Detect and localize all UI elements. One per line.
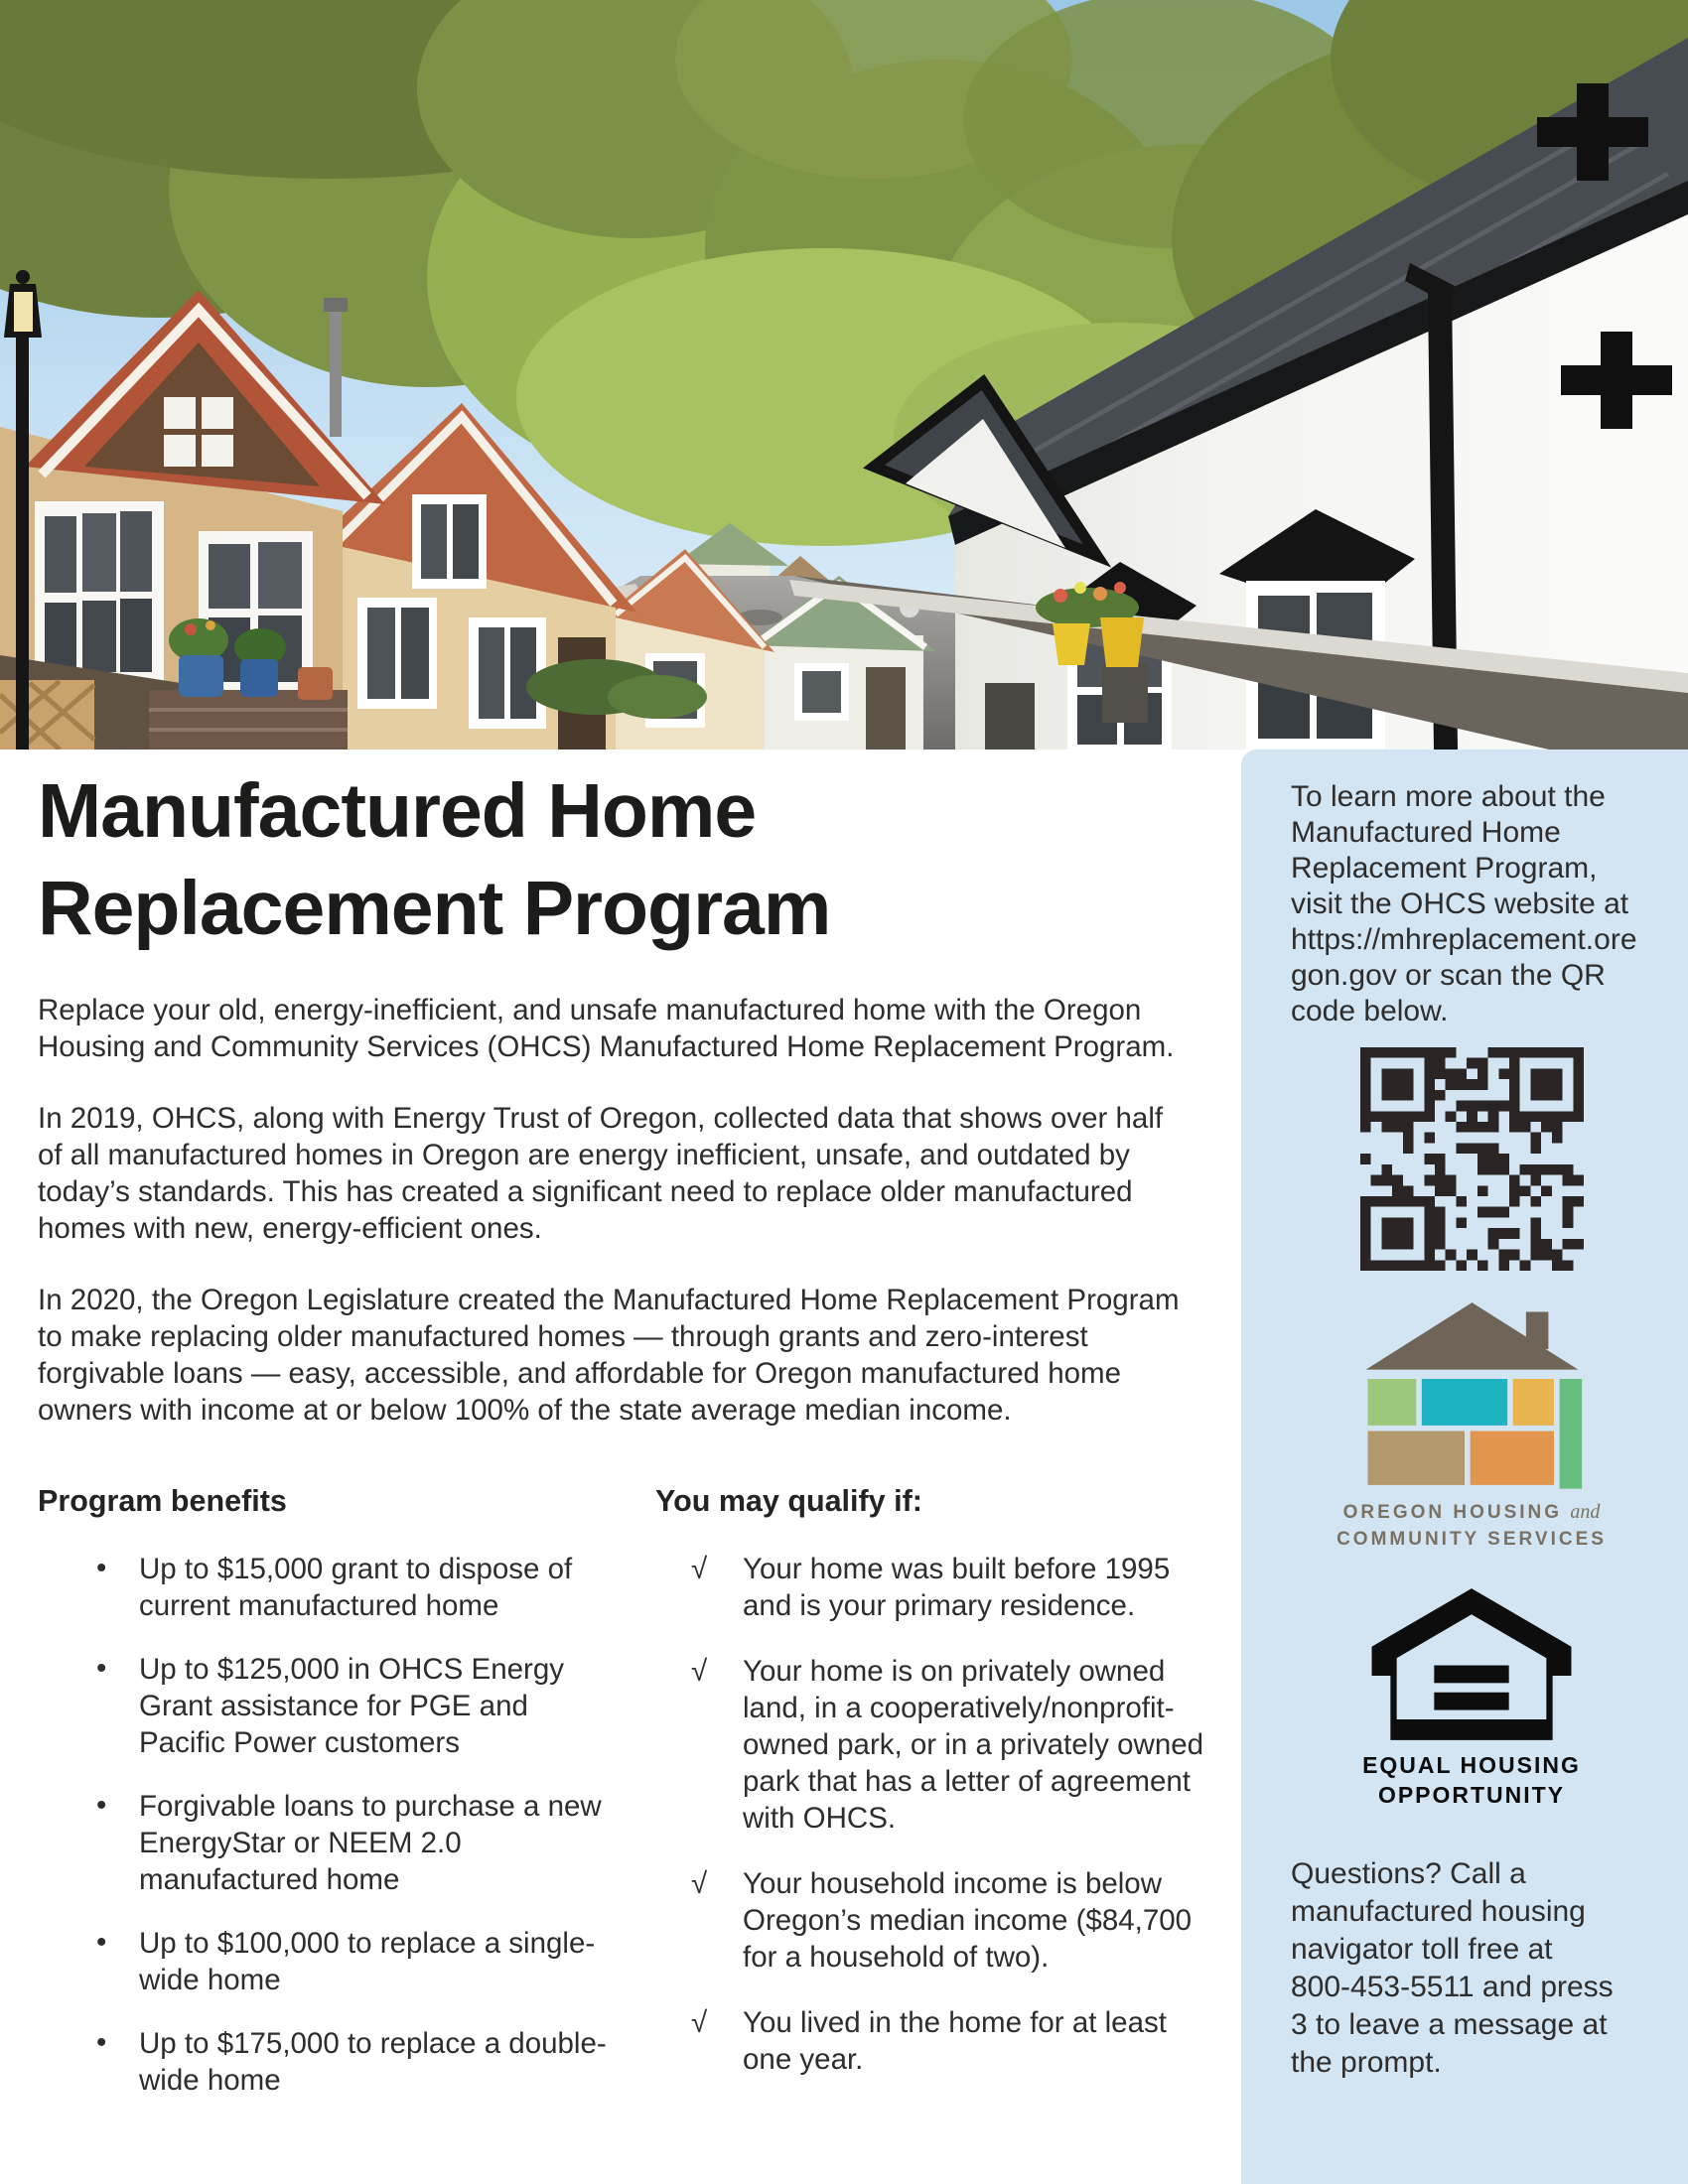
qualify-item bbox=[655, 2004, 1211, 2078]
bullet-icon: • bbox=[96, 1652, 107, 1685]
intro-paragraph-3: In 2020, the Oregon Legislature created the Manufactured Home Replacement Program to make replacing older manufactured homes — through grants and zero-interest forgivable loans — easy, accessible, and affordable for Oregon manufactured home owners with income at or below 100% of the state average median income. bbox=[38, 1284, 1180, 1427]
two-column-section bbox=[38, 1484, 1214, 2125]
qr-code bbox=[1360, 1047, 1584, 1271]
qualify-item bbox=[655, 1653, 1211, 1837]
qualify-text: Your home was built before 1995 and is your primary residence. bbox=[743, 1553, 1171, 1622]
benefit-text: Up to $125,000 in OHCS Energy Grant assistance for PGE and Pacific Power customers bbox=[139, 1653, 564, 1759]
main-content bbox=[38, 762, 1214, 2125]
benefit-item bbox=[38, 1551, 614, 1624]
benefits-list bbox=[38, 1551, 655, 2099]
ohcs-logo-and: and bbox=[1570, 1501, 1601, 1523]
benefits-column bbox=[38, 1484, 655, 2125]
benefit-text: Up to $15,000 grant to dispose of current manufactured home bbox=[139, 1553, 573, 1622]
check-icon: √ bbox=[691, 1553, 708, 1585]
learn-more-text: To learn more about the Manufactured Home Replacement Program, visit the OHCS website at https://mhreplacement.oregon.gov or scan the QR code below. bbox=[1291, 780, 1637, 1027]
benefit-text: Forgivable loans to purchase a new EnergyStar or NEEM 2.0 manufactured home bbox=[139, 1790, 602, 1896]
check-icon: √ bbox=[691, 1655, 708, 1688]
ohcs-logo bbox=[1291, 1298, 1652, 1553]
bullet-icon: • bbox=[96, 1926, 107, 1959]
bullet-icon: • bbox=[96, 1552, 107, 1584]
ohcs-logo-line2: COMMUNITY SERVICES bbox=[1336, 1529, 1607, 1550]
qualify-heading: You may qualify if: bbox=[655, 1484, 922, 1518]
benefit-item bbox=[38, 1788, 614, 1898]
intro-paragraph-1: Replace your old, energy-inefficient, and unsafe manufactured home with the Oregon Housing and Community Services (OHCS) Manufactured Home Replacement Program. bbox=[38, 994, 1175, 1063]
equal-housing-text bbox=[1291, 1750, 1652, 1810]
qualify-item bbox=[655, 1551, 1211, 1624]
qualify-item bbox=[655, 1865, 1211, 1976]
ohcs-logo-text bbox=[1291, 1499, 1652, 1553]
bullet-icon: • bbox=[96, 2026, 107, 2059]
equal-housing-line1: EQUAL HOUSING bbox=[1362, 1752, 1581, 1778]
qualify-list bbox=[655, 1551, 1214, 2078]
benefits-heading: Program benefits bbox=[38, 1484, 287, 1518]
info-sidebar bbox=[1241, 750, 1688, 2184]
equal-housing-line2: OPPORTUNITY bbox=[1377, 1782, 1566, 1808]
page-title: Manufactured Home Replacement Program bbox=[38, 768, 831, 951]
check-icon: √ bbox=[691, 1867, 708, 1900]
qualify-column bbox=[655, 1484, 1214, 2125]
benefit-item bbox=[38, 1925, 614, 1998]
benefit-text: Up to $175,000 to replace a double-wide home bbox=[139, 2027, 607, 2097]
check-icon: √ bbox=[691, 2006, 708, 2039]
benefit-item bbox=[38, 2025, 614, 2099]
benefit-item bbox=[38, 1651, 614, 1761]
ohcs-house-icon bbox=[1360, 1298, 1584, 1489]
questions-text: Questions? Call a manufactured housing navigator toll free at 800-453-5511 and press 3 to leave a message at the prompt. bbox=[1291, 1857, 1614, 2079]
equal-housing-logo bbox=[1291, 1586, 1652, 1810]
intro-paragraph-2: In 2019, OHCS, along with Energy Trust of Oregon, collected data that shows over half of all manufactured homes in Oregon are energy inefficient, unsafe, and outdated by today’s standards. This has created a significant need to replace older manufactured homes with new, energy-efficient ones. bbox=[38, 1102, 1164, 1245]
benefit-text: Up to $100,000 to replace a single-wide home bbox=[139, 1927, 596, 1996]
qualify-text: Your home is on privately owned land, in a cooperatively/nonprofit-owned park, or in a privately owned park that has a letter of agreement with OHCS. bbox=[743, 1655, 1204, 1835]
qualify-text: You lived in the home for at least one year. bbox=[743, 2006, 1167, 2076]
qr-code-pattern bbox=[1360, 1047, 1584, 1271]
hero-photo bbox=[0, 0, 1688, 750]
ohcs-logo-line1: OREGON HOUSING and bbox=[1342, 1501, 1601, 1523]
bullet-icon: • bbox=[96, 1789, 107, 1822]
qualify-text: Your household income is below Oregon’s median income ($84,700 for a household of two). bbox=[743, 1867, 1193, 1974]
equal-housing-house-icon bbox=[1367, 1586, 1576, 1742]
